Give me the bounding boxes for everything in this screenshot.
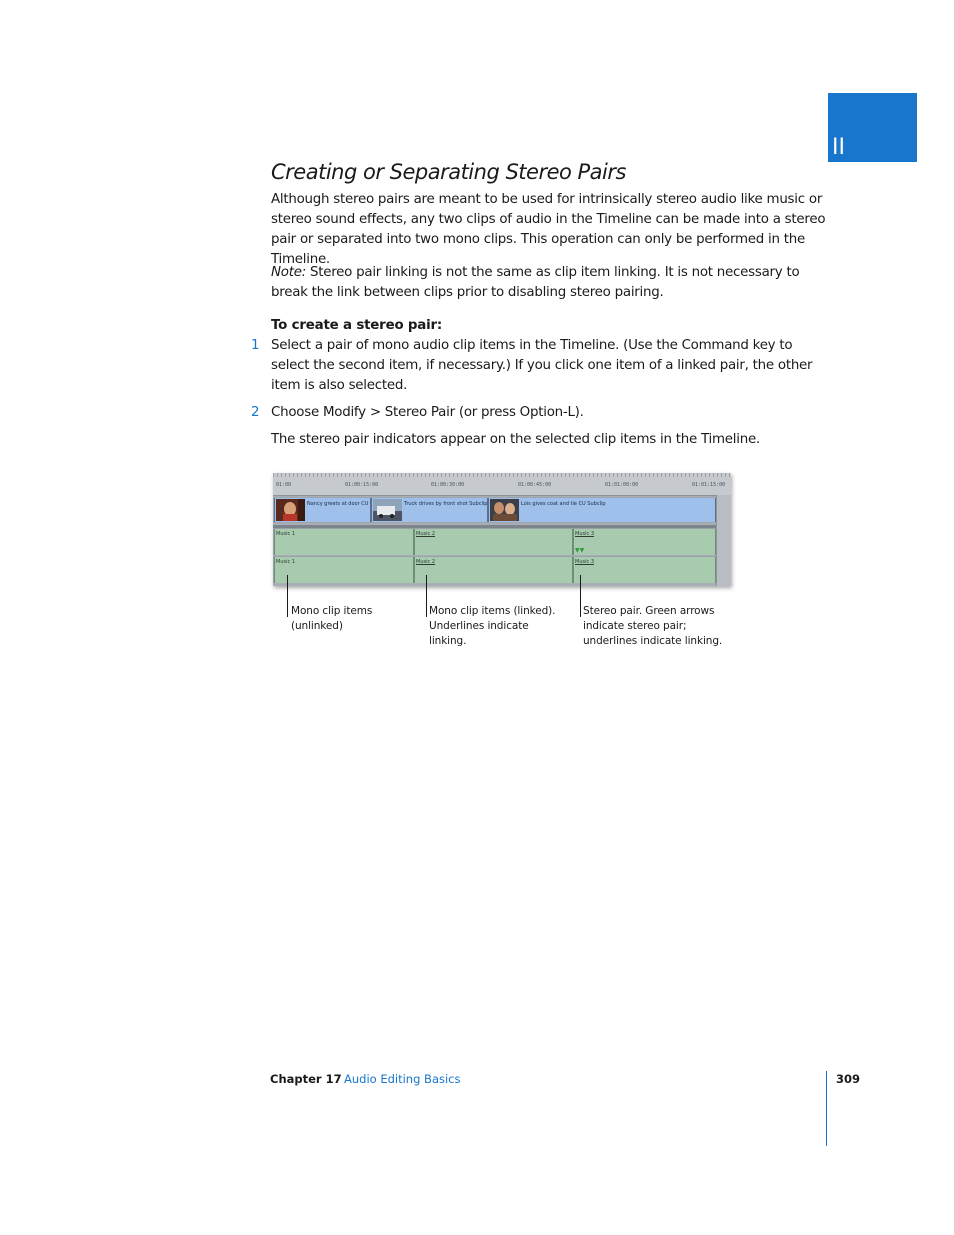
audio-track-a2 [273, 556, 716, 583]
step-text-1: Select a pair of mono audio clip items in the Timeline. (Use the Command key to select the second item, if necessary.) If you click one item of a linked pair, the other item is also selected. [271, 338, 813, 393]
note-paragraph [271, 263, 831, 303]
audio-clip[interactable] [414, 529, 573, 555]
video-clip-label: Lois gives coat and tie CU Subclip [521, 501, 606, 507]
video-clip[interactable] [371, 498, 488, 522]
video-clip[interactable] [274, 498, 371, 522]
timeline-ruler [273, 473, 731, 496]
page-number: 309 [836, 1072, 861, 1086]
callout-leader-line [580, 575, 581, 617]
video-clip-label: Nancy greets at door CU [307, 501, 369, 507]
part-tab [828, 93, 917, 162]
footer-rule [826, 1071, 827, 1146]
callout-stereo-pair: Stereo pair. Green arrows indicate stereo pair; underlines indicate linking. [583, 605, 723, 647]
video-clip[interactable] [488, 498, 716, 522]
note-label: Note: [271, 265, 306, 280]
audio-clip-label: Music 2 [416, 531, 435, 537]
audio-clip[interactable] [414, 557, 573, 583]
footer-chapter: Chapter 17 [270, 1072, 342, 1086]
audio-clip[interactable] [573, 557, 716, 583]
footer-chapter-title: Audio Editing Basics [344, 1072, 461, 1086]
section-title: Creating or Separating Stereo Pairs [271, 160, 626, 184]
clip-thumbnail [276, 499, 305, 521]
clip-thumbnail [373, 499, 402, 521]
part-numeral: II [832, 135, 845, 160]
timeline-scroll-area[interactable] [716, 495, 731, 586]
intro-paragraph: Although stereo pairs are meant to be used for intrinsically stereo audio like music or stereo sound effects, any two clips of audio in the Timeline can be made into a stereo pair or separated into two mono clips. This operation can only be performed in the Timeline. [271, 192, 826, 267]
callout-leader-line [287, 575, 288, 617]
audio-clip-label: Music 3 [575, 559, 594, 565]
step-number-2: 2 [251, 405, 260, 420]
stereo-pair-arrows-icon: ▼▼ [575, 547, 585, 554]
step-text-2: Choose Modify > Stereo Pair (or press Option-L). [271, 405, 584, 420]
callout-leader-line [426, 575, 427, 617]
audio-clip[interactable] [274, 529, 414, 555]
clip-thumbnail [490, 499, 519, 521]
callout-linked: Mono clip items (linked). Underlines indicate linking. [429, 605, 556, 647]
note-text: Stereo pair linking is not the same as clip item linking. It is not necessary to break the link between clips prior to disabling stereo pairing. [271, 265, 800, 300]
step-number-1: 1 [251, 338, 260, 353]
timecode-label: 01:00 [276, 482, 292, 488]
audio-clip[interactable] [573, 529, 716, 555]
audio-clip-label: Music 1 [276, 531, 295, 537]
video-clip-label: Truck drives by front shot Subclip [404, 501, 488, 507]
timeline-figure [273, 473, 731, 586]
video-track [273, 497, 716, 523]
timecode-label: 01:00:15:00 [345, 482, 379, 488]
timecode-label: 01:01:15:00 [692, 482, 726, 488]
task-heading: To create a stereo pair: [271, 318, 443, 333]
timecode-label: 01:00:45:00 [518, 482, 552, 488]
timecode-label: 01:00:30:00 [431, 482, 465, 488]
audio-clip-label: Music 1 [276, 559, 295, 565]
audio-clip[interactable] [274, 557, 414, 583]
timecode-label: 01:01:00:00 [605, 482, 639, 488]
result-paragraph: The stereo pair indicators appear on the selected clip items in the Timeline. [271, 432, 760, 447]
audio-track-a1 [273, 528, 716, 555]
callout-unlinked: Mono clip items (unlinked) [291, 605, 373, 632]
audio-clip-label: Music 2 [416, 559, 435, 565]
audio-clip-label: Music 3 [575, 531, 594, 537]
